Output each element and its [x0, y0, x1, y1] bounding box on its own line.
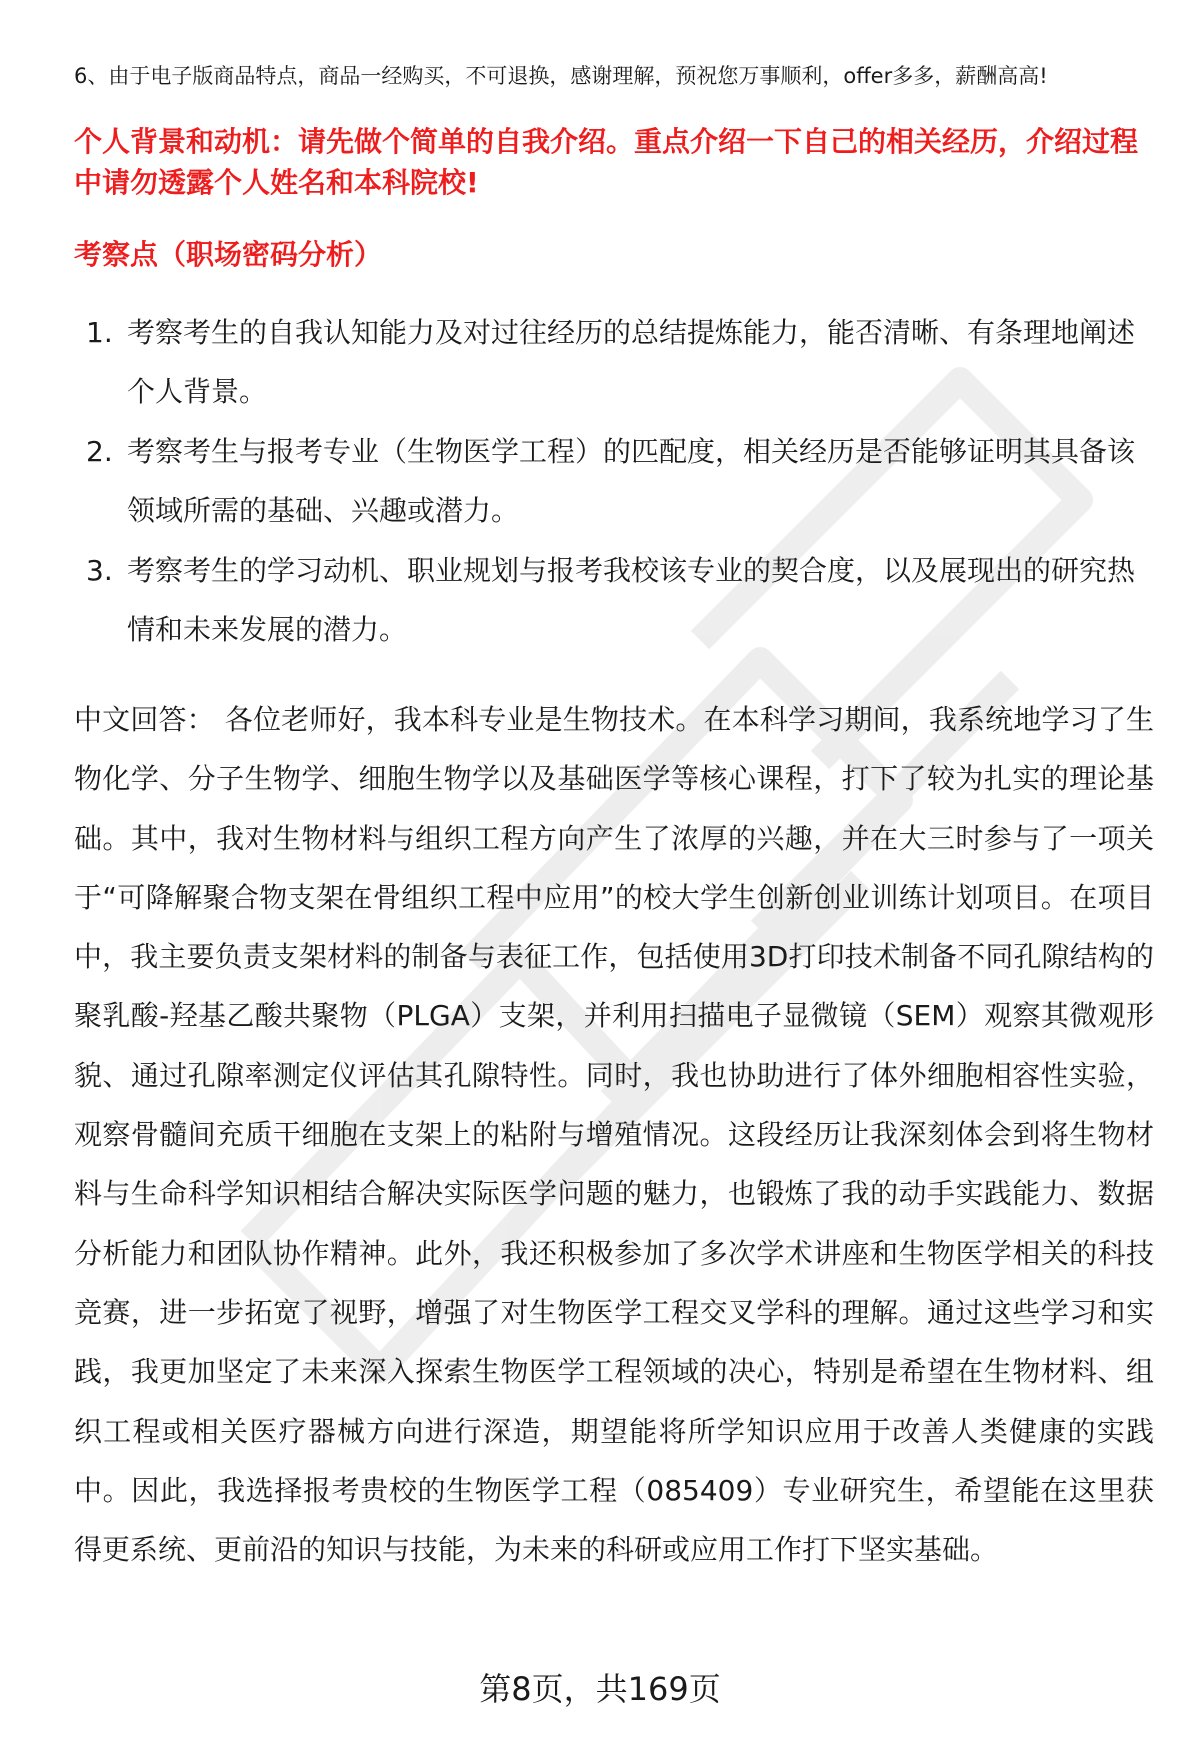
key-point-number: 2.: [86, 435, 113, 468]
answer-label: 中文回答：: [74, 703, 215, 736]
page-number: 第8页，共169页: [479, 1670, 721, 1708]
key-point-text: 考察考生的学习动机、职业规划与报考我校该专业的契合度，以及展现出的研究热情和未来发展的潜力。: [127, 554, 1136, 646]
key-point-text: 考察考生与报考专业（生物医学工程）的匹配度，相关经历是否能够证明其具备该领域所需的基础、兴趣或潜力。: [127, 435, 1136, 527]
key-point-number: 1.: [86, 316, 113, 349]
key-point-text: 考察考生的自我认知能力及对过往经历的总结提炼能力，能否清晰、有条理地阐述个人背景。: [127, 316, 1136, 408]
answer-paragraph: [74, 690, 1154, 1579]
purchase-notice: 6、由于电子版商品特点，商品一经购买，不可退换，感谢理解，预祝您万事顺利，offer多多，薪酬高高!: [74, 64, 1048, 88]
key-point-item: [74, 303, 1154, 421]
key-point-item: [74, 422, 1154, 540]
question-heading: 个人背景和动机：请先做个简单的自我介绍。重点介绍一下自己的相关经历，介绍过程中请勿透露个人姓名和本科院校!: [74, 125, 1139, 199]
answer-text: 各位老师好，我本科专业是生物技术。在本科学习期间，我系统地学习了生物化学、分子生物学、细胞生物学以及基础医学等核心课程，打下了较为扎实的理论基础。其中，我对生物材料与组织工程方向产生了浓厚的兴趣，并在大三时参与了一项关于“可降解聚合物支架在骨组织工程中应用”的校大学生创新创业训练计划项目。在项目中，我主要负责支架材料的制备与表征工作，包括使用3D打印技术制备不同孔隙结构的聚乳酸-羟基乙酸共聚物（PLGA）支架，并利用扫描电子显微镜（SEM）观察其微观形貌、通过孔隙率测定仪评估其孔隙特性。同时，我也协助进行了体外细胞相容性实验，观察骨髓间充质干细胞在支架上的粘附与增殖情况。这段经历让我深刻体会到将生物材料与生命科学知识相结合解决实际医学问题的魅力，也锻炼了我的动手实践能力、数据分析能力和团队协作精神。此外，我还积极参加了多次学术讲座和生物医学相关的科技竞赛，进一步拓宽了视野，增强了对生物医学工程交叉学科的理解。通过这些学习和实践，我更加坚定了未来深入探索生物医学工程领域的决心，特别是希望在生物材料、组织工程或相关医疗器械方向进行深造，期望能将所学知识应用于改善人类健康的实践中。因此，我选择报考贵校的生物医学工程（085409）专业研究生，希望能在这里获得更系统、更前沿的知识与技能，为未来的科研或应用工作打下坚实基础。: [74, 703, 1154, 1567]
key-points-heading: 考察点（职场密码分析）: [74, 238, 383, 271]
key-point-item: [74, 541, 1154, 659]
key-point-number: 3.: [86, 554, 113, 587]
